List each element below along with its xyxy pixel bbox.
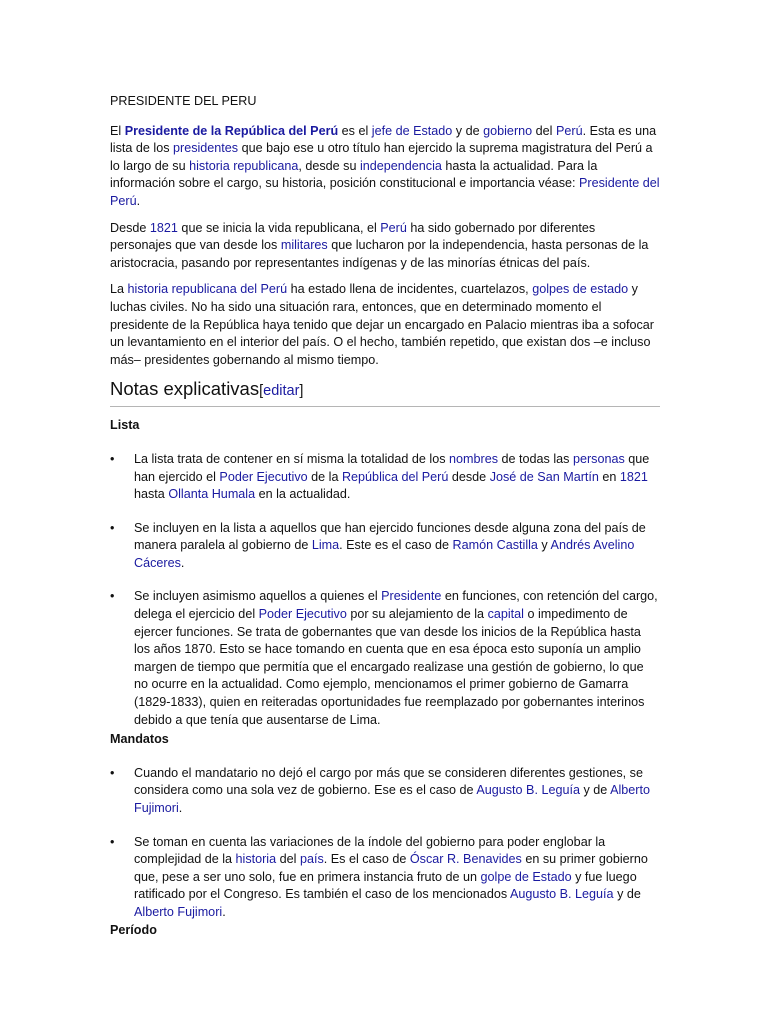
text: desde — [448, 469, 490, 484]
page-title: PRESIDENTE DEL PERU — [110, 94, 257, 108]
list-item — [110, 834, 660, 922]
alberto-fujimori-link[interactable]: Alberto Fujimori — [134, 904, 223, 919]
gobierno-link[interactable]: gobierno — [483, 123, 533, 138]
independencia-link[interactable]: independencia — [359, 158, 442, 173]
text: hasta la actualidad. Para la información sobre el cargo, su historia, posición constitucional e importancia véase: — [110, 158, 598, 191]
peru-link[interactable]: Perú — [380, 220, 407, 235]
text: Se toman en cuenta las variaciones de la índole del gobierno para poder englobar la complejidad de la — [134, 834, 606, 867]
text: . Esta es una lista de los — [110, 123, 657, 156]
text: La lista trata de contener en sí misma la totalidad de los — [134, 451, 450, 466]
personas-link[interactable]: personas — [572, 451, 625, 466]
lista-list — [110, 451, 660, 729]
subheading-lista: Lista — [110, 418, 140, 433]
text: Cuando el mandatario no dejó el cargo por más que se consideren diferentes gestiones, se considera como una sola vez de gobierno. Ese es el caso de — [134, 765, 643, 798]
text: , desde su — [298, 158, 360, 173]
intro-paragraph — [110, 123, 660, 211]
text: . — [178, 801, 183, 815]
year-1821-link[interactable]: 1821 — [149, 220, 178, 235]
oscar-benavides-link[interactable]: Óscar R. Benavides — [409, 852, 522, 867]
lima-link[interactable]: Lima — [311, 538, 340, 553]
text: y de — [613, 887, 641, 902]
historia-republicana-link[interactable]: historia republicana — [189, 158, 299, 173]
text: y de — [452, 123, 484, 138]
bullet-icon: • — [110, 834, 115, 849]
year-1821-link[interactable]: 1821 — [619, 469, 648, 484]
pais-link[interactable]: país — [299, 852, 324, 867]
historia-link[interactable]: historia — [235, 852, 277, 867]
presidente-del-peru-link[interactable]: Presidente del Perú — [110, 176, 660, 208]
bullet-icon: • — [110, 589, 115, 604]
text: hasta — [134, 487, 169, 502]
subheading-mandatos: Mandatos — [110, 732, 169, 747]
text: Desde — [110, 220, 150, 235]
text: en funciones, con retención del cargo, delega el ejercicio del — [134, 589, 658, 622]
edit-section-link[interactable]: editar — [263, 383, 300, 400]
text: es el — [338, 123, 372, 138]
text: por su alejamiento de la — [346, 607, 488, 622]
presidentes-link[interactable]: presidentes — [173, 141, 239, 156]
text: . — [180, 555, 185, 570]
section-heading-notas — [110, 378, 660, 407]
text: que bajo ese u otro título han ejercido la suprema magistratura del Perú a lo largo de su — [110, 141, 653, 173]
alberto-fujimori-link[interactable]: Alberto Fujimori — [134, 783, 650, 815]
text: . Este es el caso de — [339, 538, 453, 553]
jefe-de-estado-link[interactable]: jefe de Estado — [371, 123, 453, 138]
text: en la actualidad. — [255, 487, 351, 502]
text: que se inicia la vida republicana, el — [177, 220, 381, 235]
text: de la — [307, 469, 342, 484]
list-item — [110, 765, 660, 818]
text: . — [136, 193, 141, 208]
text: y — [537, 538, 551, 553]
list-item — [110, 520, 660, 573]
poder-ejecutivo-link[interactable]: Poder Ejecutivo — [258, 607, 347, 622]
history-paragraph — [110, 220, 660, 273]
incidents-paragraph — [110, 281, 660, 369]
historia-republicana-del-peru-link[interactable]: historia republicana del Perú — [127, 282, 288, 297]
section-heading-text: Notas explicativas — [110, 378, 260, 400]
peru-link[interactable]: Perú — [555, 123, 583, 138]
text: y fue luego ratificado por el Congreso. Es también el caso de los mencionados — [134, 869, 637, 902]
presidente-link[interactable]: Presidente — [381, 589, 442, 604]
text: . — [222, 904, 226, 919]
republica-del-peru-link[interactable]: República del Perú — [341, 469, 449, 484]
list-item — [110, 588, 660, 729]
text: en — [598, 469, 620, 484]
golpe-de-estado-link[interactable]: golpe de Estado — [480, 869, 572, 884]
augusto-leguia-link[interactable]: Augusto B. Leguía — [476, 783, 580, 798]
text: ha estado llena de incidentes, cuartelazos, — [287, 282, 533, 297]
nombres-link[interactable]: nombres — [449, 451, 499, 466]
ollanta-humala-link[interactable]: Ollanta Humala — [168, 487, 256, 502]
text: ha sido gobernado por diferentes personajes que van desde los — [110, 220, 596, 253]
text: del — [276, 852, 300, 867]
text: y de — [579, 783, 611, 798]
text: de todas las — [498, 451, 573, 466]
text: y luchas civiles. No ha sido una situación rara, entonces, que en determinado momento el presidente de la República haya tenido que dejar un encargado en Palacio mientras iba a sofocar un levantamiento en el interior del país. O el hecho, también repetido, que existan dos –e incluso más– presidentes gobernando al mismo tiempo. — [110, 282, 654, 367]
text: que lucharon por la independencia, hasta personas de la aristocracia, pasando por representantes indígenas y de las minorías étnicas del país. — [110, 238, 649, 270]
text: . Es el caso de — [323, 852, 410, 867]
jose-de-san-martin-link[interactable]: José de San Martín — [489, 469, 599, 484]
bullet-icon: • — [110, 451, 115, 466]
subheading-periodo: Período — [110, 922, 157, 937]
militares-link[interactable]: militares — [280, 238, 328, 253]
text: Se incluyen asimismo aquellos a quienes el — [134, 589, 382, 604]
text: del — [532, 123, 556, 138]
bracket: ] — [299, 383, 304, 400]
text: La — [110, 282, 128, 297]
list-item — [110, 451, 660, 504]
text: en su primer gobierno que, pese a ser uno solo, fue en primera instancia fruto de un — [134, 852, 648, 884]
bracket: [ — [259, 383, 264, 400]
edit-section — [259, 383, 303, 399]
text: que han ejercido el — [134, 451, 650, 484]
ramon-castilla-link[interactable]: Ramón Castilla — [452, 538, 538, 553]
andres-avelino-caceres-link[interactable]: Andrés Avelino Cáceres — [134, 538, 635, 570]
capital-link[interactable]: capital — [487, 607, 524, 622]
presidente-link[interactable]: Presidente de la República del Perú — [124, 123, 339, 138]
bold-term-link — [125, 124, 338, 138]
bullet-icon: • — [110, 520, 115, 535]
document-page — [110, 93, 660, 955]
text: El — [110, 123, 125, 138]
text: Se incluyen en la lista a aquellos que han ejercido funciones desde alguna zona del país de manera paralela al gobierno de — [134, 520, 646, 553]
augusto-leguia-link[interactable]: Augusto B. Leguía — [509, 887, 614, 902]
text: o impedimento de ejercer funciones. Se trata de gobernantes que van desde los inicios de la República hasta los años 1870. Esto se hace tomando en cuenta que en esa época esto suponía un amplio margen de tiempo que permitía que el encargado realizase una gestión de gobierno, lo que no ocurre en la actualidad. Como ejemplo, mencionamos el primer gobierno de Gamarra (1829-1833), quien en reiteradas oportunidades fue reemplazado por gobernantes interinos debido a que tenía que ausentarse de Lima. — [134, 607, 645, 727]
bullet-icon: • — [110, 765, 115, 780]
golpes-de-estado-link[interactable]: golpes de estado — [532, 282, 629, 297]
poder-ejecutivo-link[interactable]: Poder Ejecutivo — [219, 469, 308, 484]
mandatos-list — [110, 765, 660, 922]
